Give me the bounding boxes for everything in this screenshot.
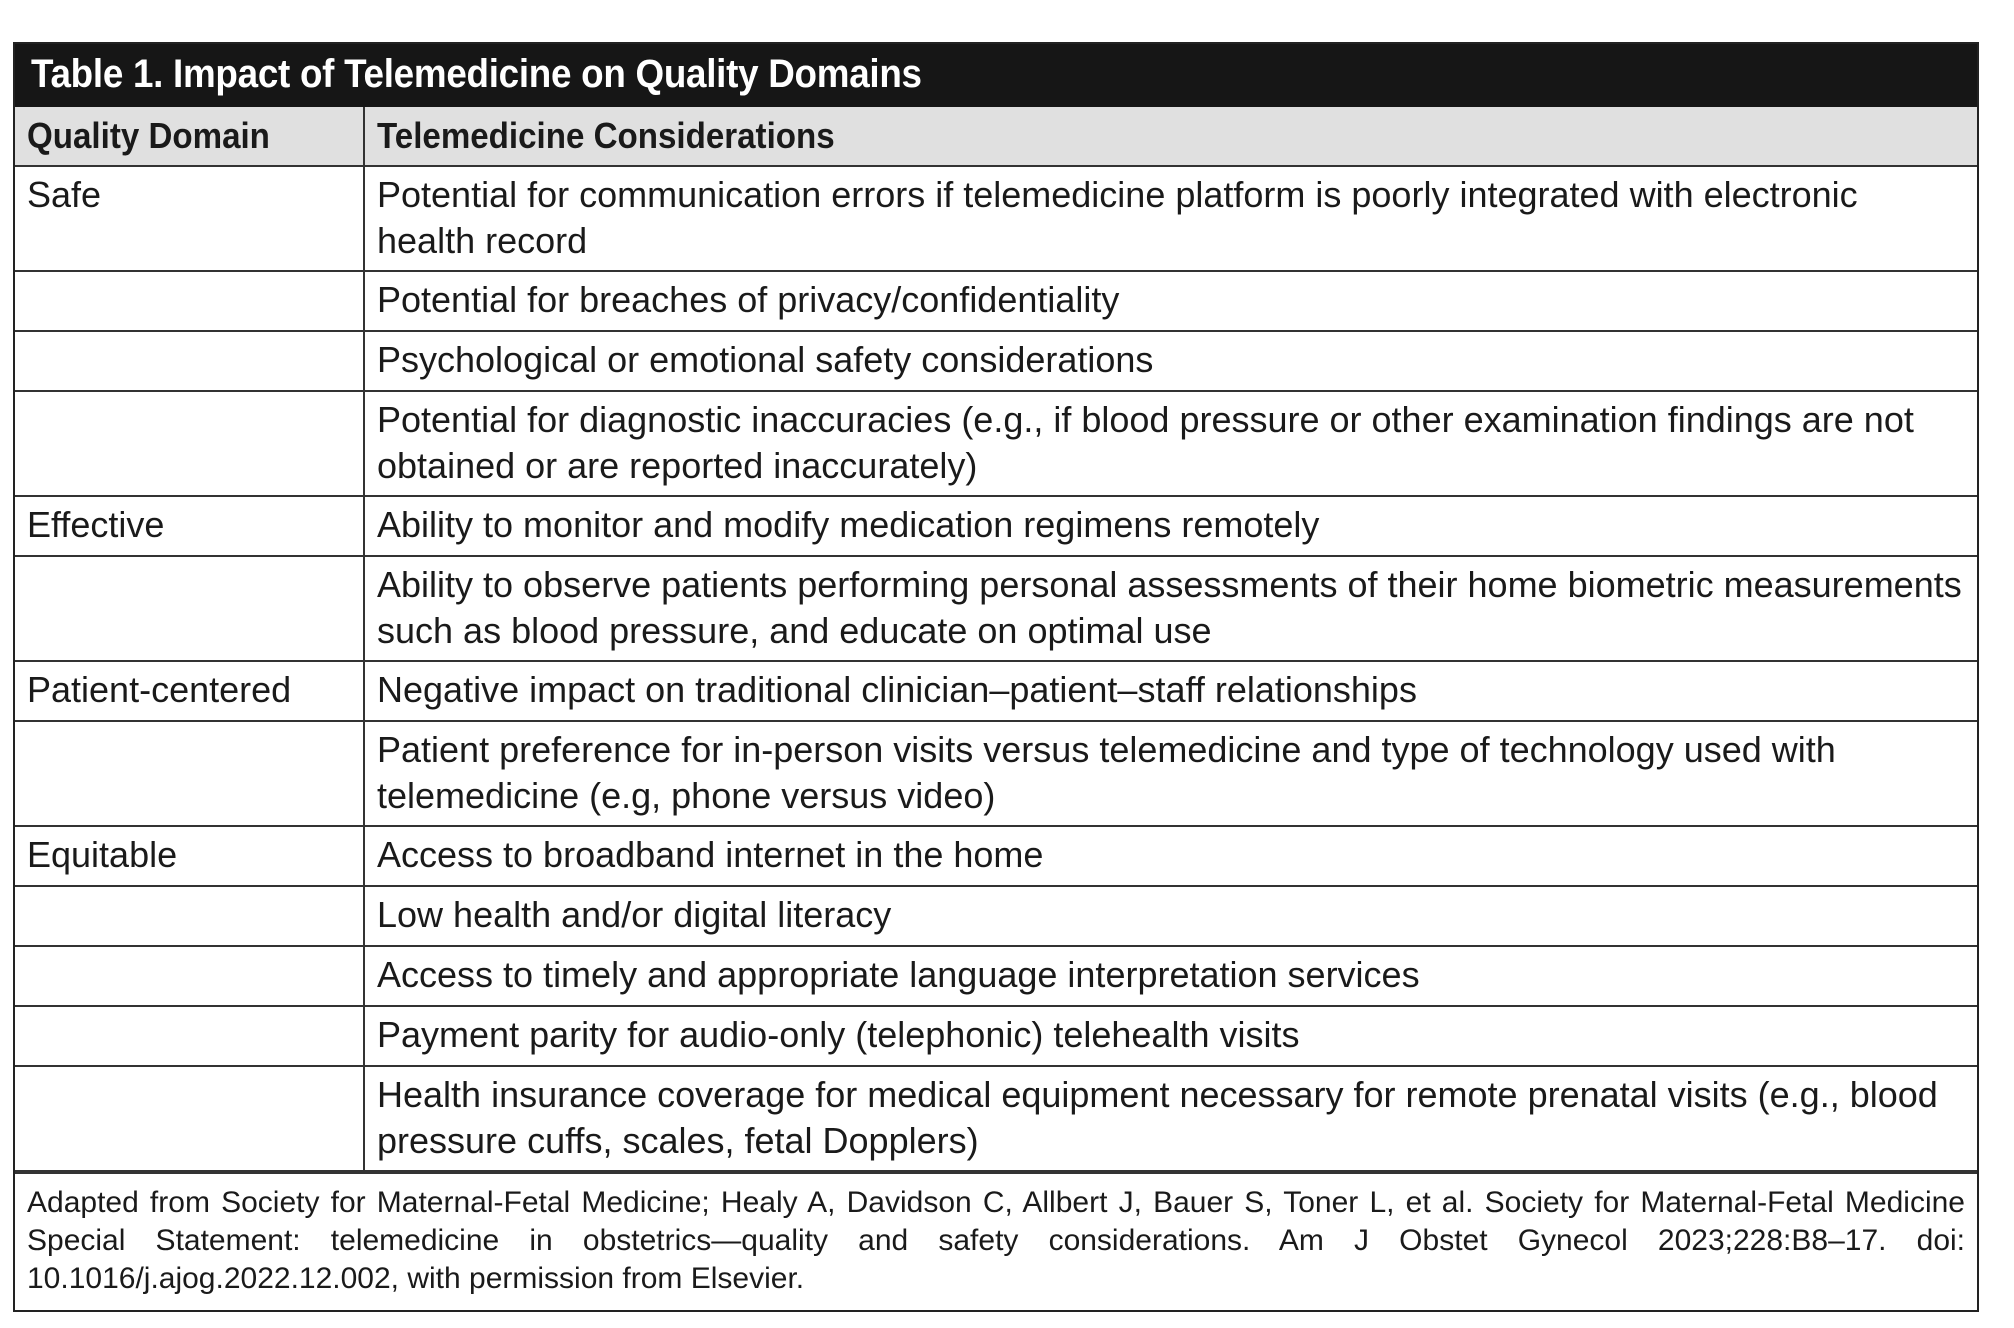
table-title-text: Table 1. Impact of Telemedicine on Quality Domains	[31, 52, 922, 96]
table-container	[13, 42, 1979, 1312]
domain-cell	[15, 721, 364, 826]
table-row	[15, 271, 1977, 331]
domain-cell	[15, 1066, 364, 1171]
domain-cell: Equitable	[15, 826, 364, 886]
domain-cell: Patient-centered	[15, 661, 364, 721]
table-footnote: Adapted from Society for Maternal-Fetal Medicine; Healy A, Davidson C, Allbert J, Bauer S, Toner L, et al. Society for Maternal-Fetal Medicine Special Statement: telemedicine in obstetrics—quality and safety considerations. Am J Obstet Gynecol 2023;228:B8–17. doi: 10.1016/j.ajog.2022.12.002, with permission from Elsevier.	[15, 1172, 1977, 1310]
domain-cell: Effective	[15, 496, 364, 556]
table-row	[15, 331, 1977, 391]
table-row	[15, 496, 1977, 556]
quality-domains-table	[15, 107, 1977, 1172]
table-row	[15, 391, 1977, 496]
column-header-considerations	[364, 107, 1977, 166]
consideration-cell: Low health and/or digital literacy	[364, 886, 1977, 946]
consideration-cell: Potential for breaches of privacy/confidentiality	[364, 271, 1977, 331]
table-title	[15, 44, 1977, 107]
consideration-cell: Access to broadband internet in the home	[364, 826, 1977, 886]
table-row	[15, 946, 1977, 1006]
domain-cell	[15, 946, 364, 1006]
table-header-row	[15, 107, 1977, 166]
table-row	[15, 661, 1977, 721]
consideration-cell: Payment parity for audio-only (telephonic) telehealth visits	[364, 1006, 1977, 1066]
consideration-cell: Potential for communication errors if telemedicine platform is poorly integrated with electronic health record	[364, 166, 1977, 271]
consideration-cell: Access to timely and appropriate language interpretation services	[364, 946, 1977, 1006]
column-header-label: Quality Domain	[27, 115, 270, 156]
consideration-cell: Health insurance coverage for medical equipment necessary for remote prenatal visits (e.g., blood pressure cuffs, scales, fetal Dopplers)	[364, 1066, 1977, 1171]
domain-cell	[15, 886, 364, 946]
domain-cell	[15, 331, 364, 391]
column-header-quality-domain	[15, 107, 364, 166]
consideration-cell: Psychological or emotional safety considerations	[364, 331, 1977, 391]
domain-cell	[15, 271, 364, 331]
consideration-cell: Patient preference for in-person visits versus telemedicine and type of technology used with telemedicine (e.g, phone versus video)	[364, 721, 1977, 826]
domain-cell	[15, 391, 364, 496]
domain-cell	[15, 1006, 364, 1066]
domain-cell: Safe	[15, 166, 364, 271]
consideration-cell: Potential for diagnostic inaccuracies (e.g., if blood pressure or other examination findings are not obtained or are reported inaccurately)	[364, 391, 1977, 496]
consideration-cell: Ability to observe patients performing personal assessments of their home biometric measurements such as blood pressure, and educate on optimal use	[364, 556, 1977, 661]
table-row	[15, 556, 1977, 661]
table-row	[15, 1006, 1977, 1066]
table-row	[15, 721, 1977, 826]
table-row	[15, 886, 1977, 946]
table-row	[15, 166, 1977, 271]
table-row	[15, 826, 1977, 886]
table-row	[15, 1066, 1977, 1171]
column-header-label: Telemedicine Considerations	[377, 115, 835, 156]
consideration-cell: Negative impact on traditional clinician–patient–staff relationships	[364, 661, 1977, 721]
consideration-cell: Ability to monitor and modify medication regimens remotely	[364, 496, 1977, 556]
domain-cell	[15, 556, 364, 661]
